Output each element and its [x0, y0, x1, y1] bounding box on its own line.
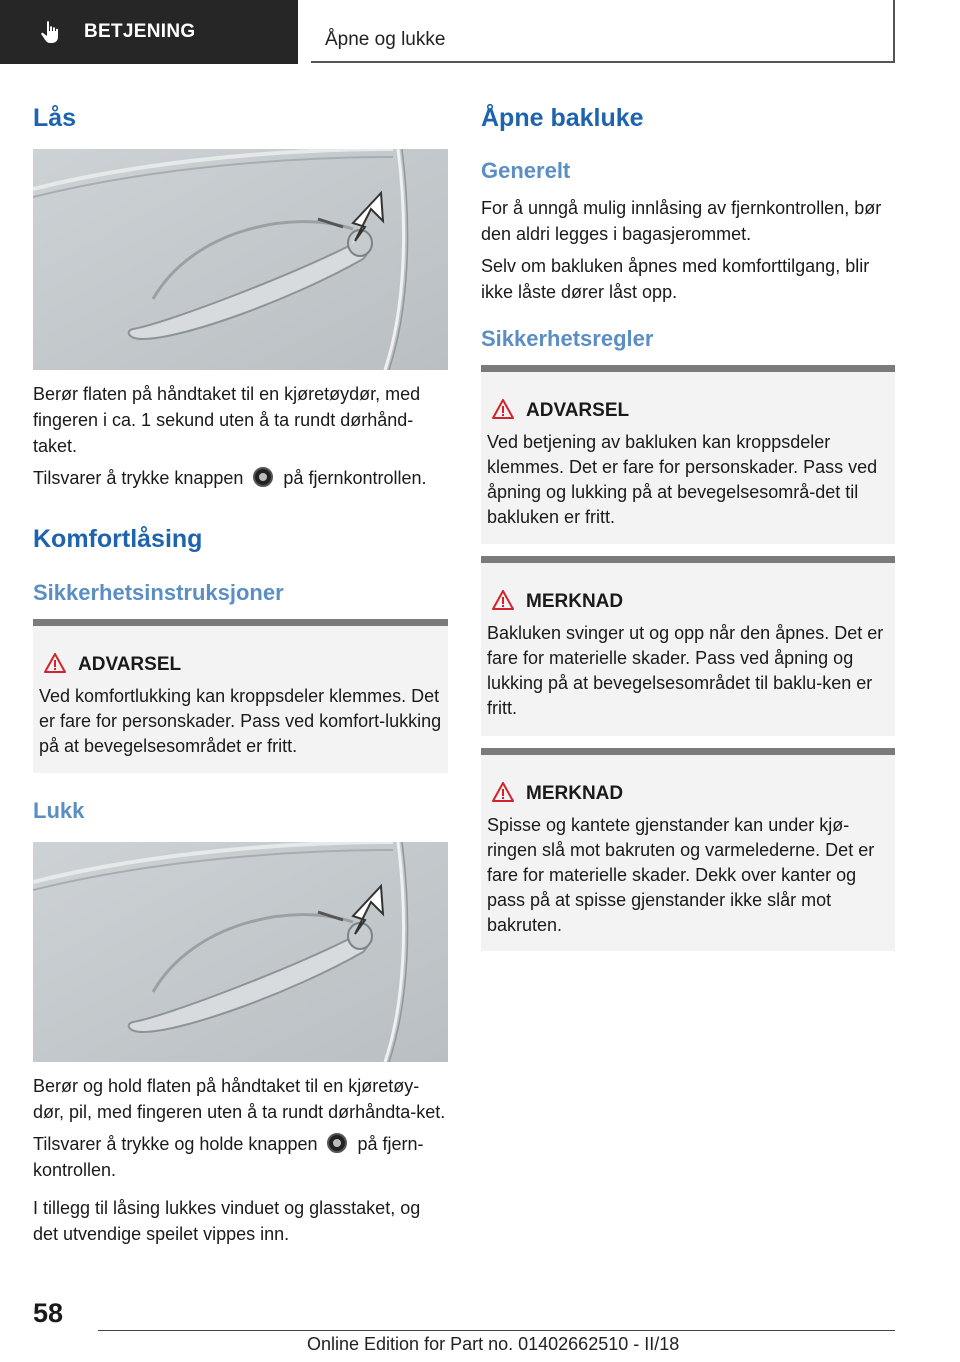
notice-text: Bakluken svinger ut og opp når den åpnes. Det er fare for materielle skader. Pass ved åpning og lukking på at bevegelsesområdet til baklu-ken er fritt.: [487, 623, 884, 718]
heading-sikkerhetsregler: Sikkerhetsregler: [481, 326, 654, 351]
lock-button-icon: [327, 1133, 347, 1153]
door-handle-image-lock: [33, 149, 448, 370]
paragraph-lukk-2a: Tilsvarer å trykke og holde knappen: [33, 1134, 318, 1154]
warning-box-bakluke: [481, 365, 895, 544]
paragraph-laas-1: Berør flaten på håndtaket til en kjøretøydør, med fingeren i ca. 1 sekund uten å ta rundt dørhånd-taket.: [33, 384, 421, 456]
notice-title: MERKNAD: [526, 591, 624, 612]
warning-box-komfort: [33, 619, 448, 773]
warning-triangle-icon: [43, 652, 67, 674]
section-title: BETJENING: [84, 21, 196, 42]
warning-triangle-icon: [491, 781, 515, 803]
paragraph-laas-2a: Tilsvarer å trykke knappen: [33, 468, 244, 488]
warning-triangle-icon: [491, 589, 515, 611]
paragraph-generelt-2: Selv om bakluken åpnes med komforttilgang, blir ikke låste dører låst opp.: [481, 256, 870, 302]
heading-sikkerhetsinstruksjoner: Sikkerhetsinstruksjoner: [33, 580, 284, 605]
footer-edition: Online Edition for Part no. 01402662510 - II/18: [307, 1334, 680, 1354]
breadcrumb: [311, 0, 895, 63]
warning-triangle-icon: [491, 398, 515, 420]
breadcrumb-label: Åpne og lukke: [325, 29, 446, 50]
warning-title: ADVARSEL: [526, 400, 630, 421]
paragraph-lukk-1: Berør og hold flaten på håndtaket til en kjøretøy-dør, pil, med fingeren uten å ta rundt dørhåndta-ket.: [33, 1076, 446, 1122]
warning-title: ADVARSEL: [78, 654, 182, 675]
heading-komfort: Komfortlåsing: [33, 525, 203, 553]
footer-divider: [98, 1330, 895, 1331]
notice-text: Spisse og kantete gjenstander kan under kjø-ringen slå mot bakruten og varmelederne. Det er fare for materielle skader. Dekk over kanter og pass på at spisse gjenstander ikke slår mot bakruten.: [487, 815, 875, 935]
notice-box-gjenstander: [481, 748, 895, 951]
door-handle-image-close: [33, 842, 448, 1063]
notice-title: MERKNAD: [526, 783, 624, 804]
heading-lukk: Lukk: [33, 798, 85, 823]
section-tab[interactable]: [0, 0, 298, 64]
heading-laas: Lås: [33, 104, 77, 132]
paragraph-generelt-1: For å unngå mulig innlåsing av fjernkontrollen, bør den aldri legges i bagasjerommet.: [481, 198, 882, 244]
paragraph-lukk-2b: på fjern-kontrollen.: [33, 1134, 424, 1180]
paragraph-laas-2b: på fjernkontrollen.: [283, 468, 427, 488]
hand-icon: [38, 19, 64, 45]
warning-text: Ved komfortlukking kan kroppsdeler klemmes. Det er fare for personskader. Pass ved komfort-lukking på at bevegelsesområdet er fritt.: [39, 686, 442, 756]
notice-box-svinger: [481, 556, 895, 736]
warning-text: Ved betjening av bakluken kan kroppsdeler klemmes. Det er fare for personskader. Pass ved åpning og lukking på at bevegelsesområ-det til bakluken er fritt.: [487, 432, 878, 527]
page-number: 58: [33, 1298, 64, 1328]
paragraph-lukk-3: I tillegg til låsing lukkes vinduet og glasstaket, og det utvendige speilet vippes inn.: [33, 1198, 421, 1244]
lock-button-icon: [253, 467, 273, 487]
heading-generelt: Generelt: [481, 158, 571, 183]
heading-bakluke: Åpne bakluke: [481, 104, 644, 132]
paragraph-laas-2: [33, 465, 448, 491]
paragraph-lukk-2: [33, 1131, 448, 1183]
